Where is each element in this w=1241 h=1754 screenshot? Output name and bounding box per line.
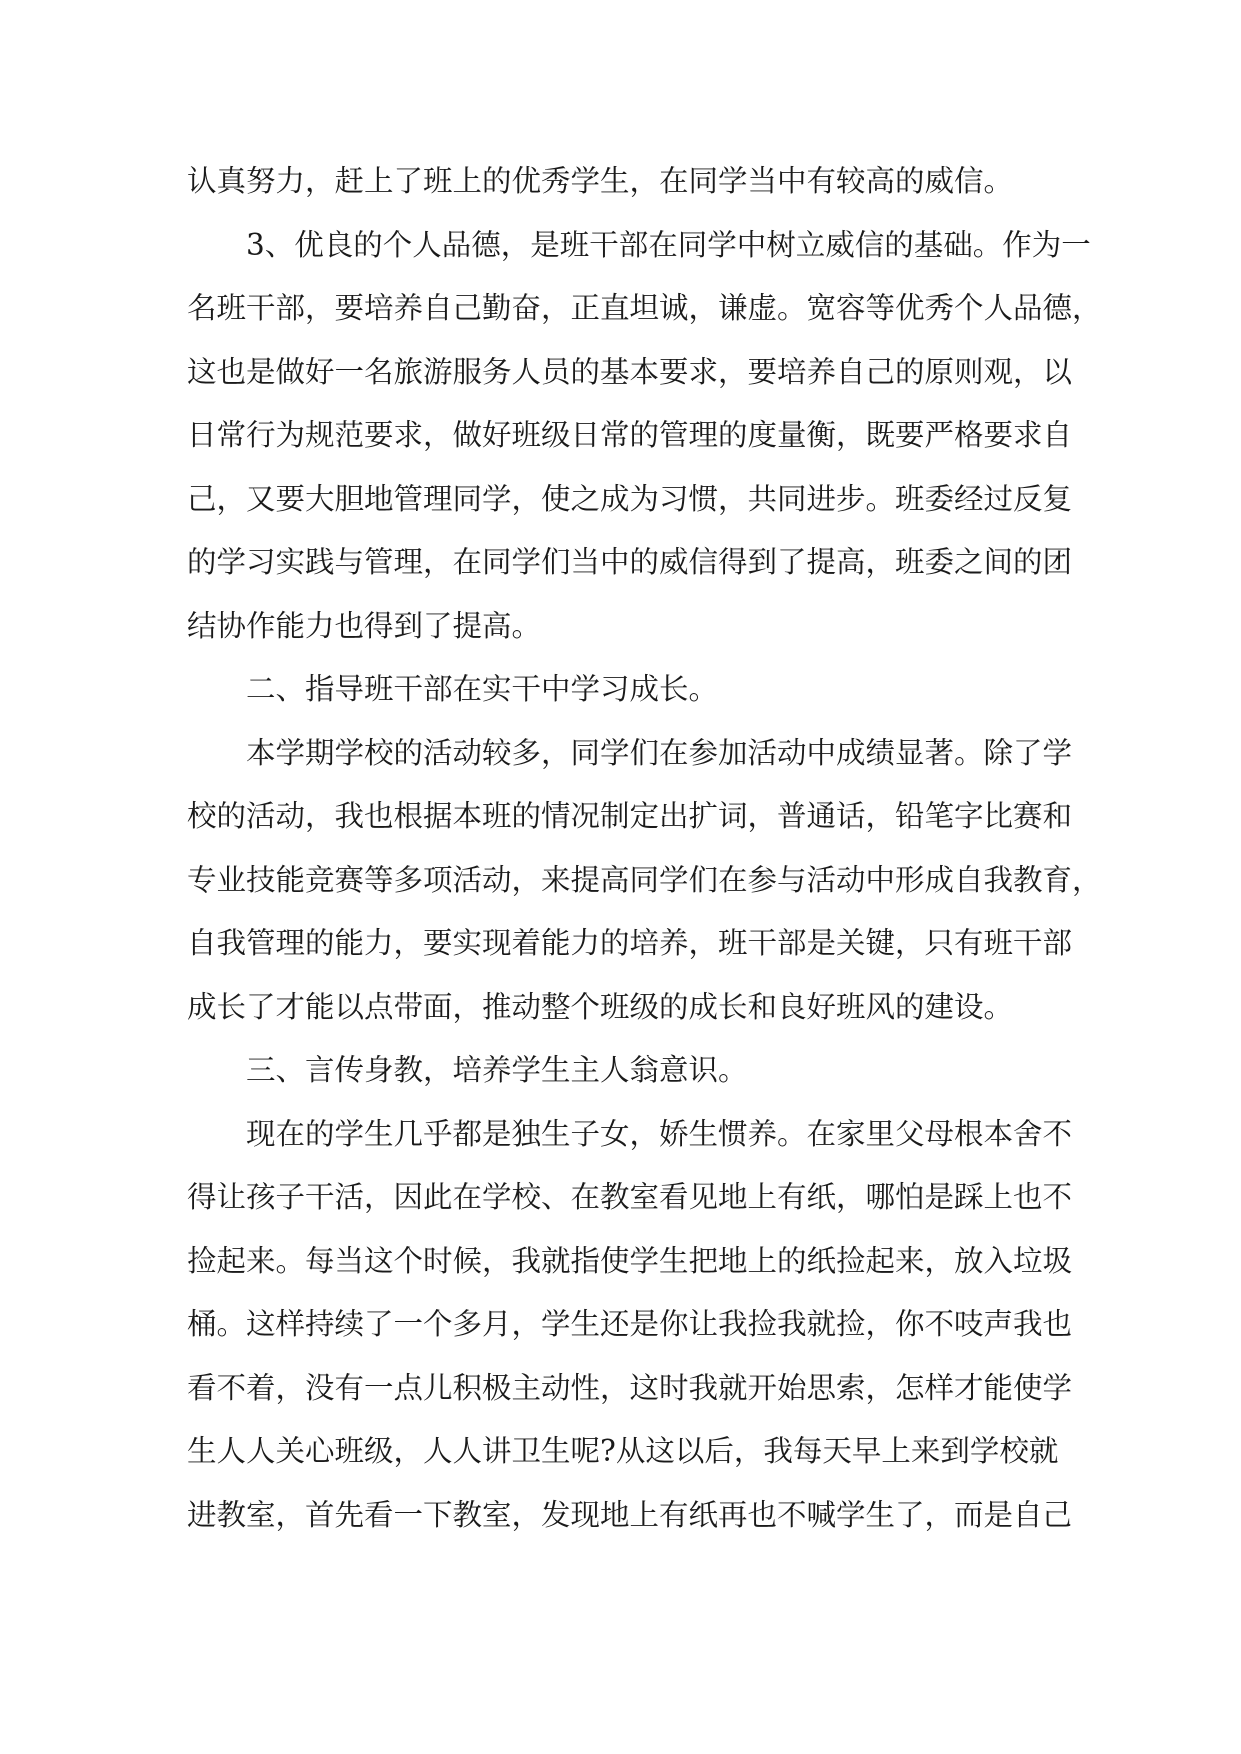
text-line: 结协作能力也得到了提高。 [187, 608, 542, 643]
text-line: 自我管理的能力，要实现着能力的培养，班干部是关键，只有班干部 [187, 926, 1073, 960]
text-line: 日常行为规范要求，做好班级日常的管理的度量衡，既要严格要求自 [187, 418, 1073, 452]
text-line: 成长了才能以点带面，推动整个班级的成长和良好班风的建设。 [187, 989, 1014, 1024]
text-line: 三、言传身教，培养学生主人翁意识。 [246, 1053, 748, 1087]
text-line: 看不着，没有一点儿积极主动性，这时我就开始思索，怎样才能使学 [187, 1370, 1073, 1405]
text-line: 这也是做好一名旅游服务人员的基本要求，要培养自己的原则观，以 [187, 354, 1073, 389]
text-line: 现在的学生几乎都是独生子女，娇生惯养。在家里父母根本舍不 [246, 1116, 1073, 1151]
text-line: 捡起来。每当这个时候，我就指使学生把地上的纸捡起来，放入垃圾 [187, 1243, 1073, 1278]
text-line: 认真努力，赶上了班上的优秀学生，在同学当中有较高的威信。 [187, 164, 1014, 198]
text-line: 的学习实践与管理，在同学们当中的威信得到了提高，班委之间的团 [187, 545, 1073, 579]
text-line: 桶。这样持续了一个多月，学生还是你让我捡我就捡，你不吱声我也 [187, 1307, 1073, 1341]
text-line: 二、指导班干部在实干中学习成长。 [246, 672, 719, 706]
text-line: 校的活动，我也根据本班的情况制定出扩词，普通话，铅笔字比赛和 [187, 799, 1073, 833]
text-line: 进教室，首先看一下教室，发现地上有纸再也不喊学生了，而是自己 [187, 1497, 1073, 1532]
text-line: 生人人关心班级，人人讲卫生呢?从这以后，我每天早上来到学校就 [187, 1434, 1059, 1468]
text-line: 名班干部，要培养自己勤奋，正直坦诚，谦虚。宽容等优秀个人品德， [187, 291, 1102, 325]
text-line: 己，又要大胆地管理同学，使之成为习惯，共同进步。班委经过反复 [187, 481, 1073, 516]
text-line: 专业技能竞赛等多项活动，来提高同学们在参与活动中形成自我教育， [187, 862, 1102, 897]
document-body [187, 150, 1102, 1547]
text-line: 3、优良的个人品德，是班干部在同学中树立威信的基础。作为一 [246, 227, 1091, 262]
text-line: 本学期学校的活动较多，同学们在参加活动中成绩显著。除了学 [246, 735, 1073, 770]
text-line: 得让孩子干活，因此在学校、在教室看见地上有纸，哪怕是踩上也不 [187, 1180, 1073, 1214]
